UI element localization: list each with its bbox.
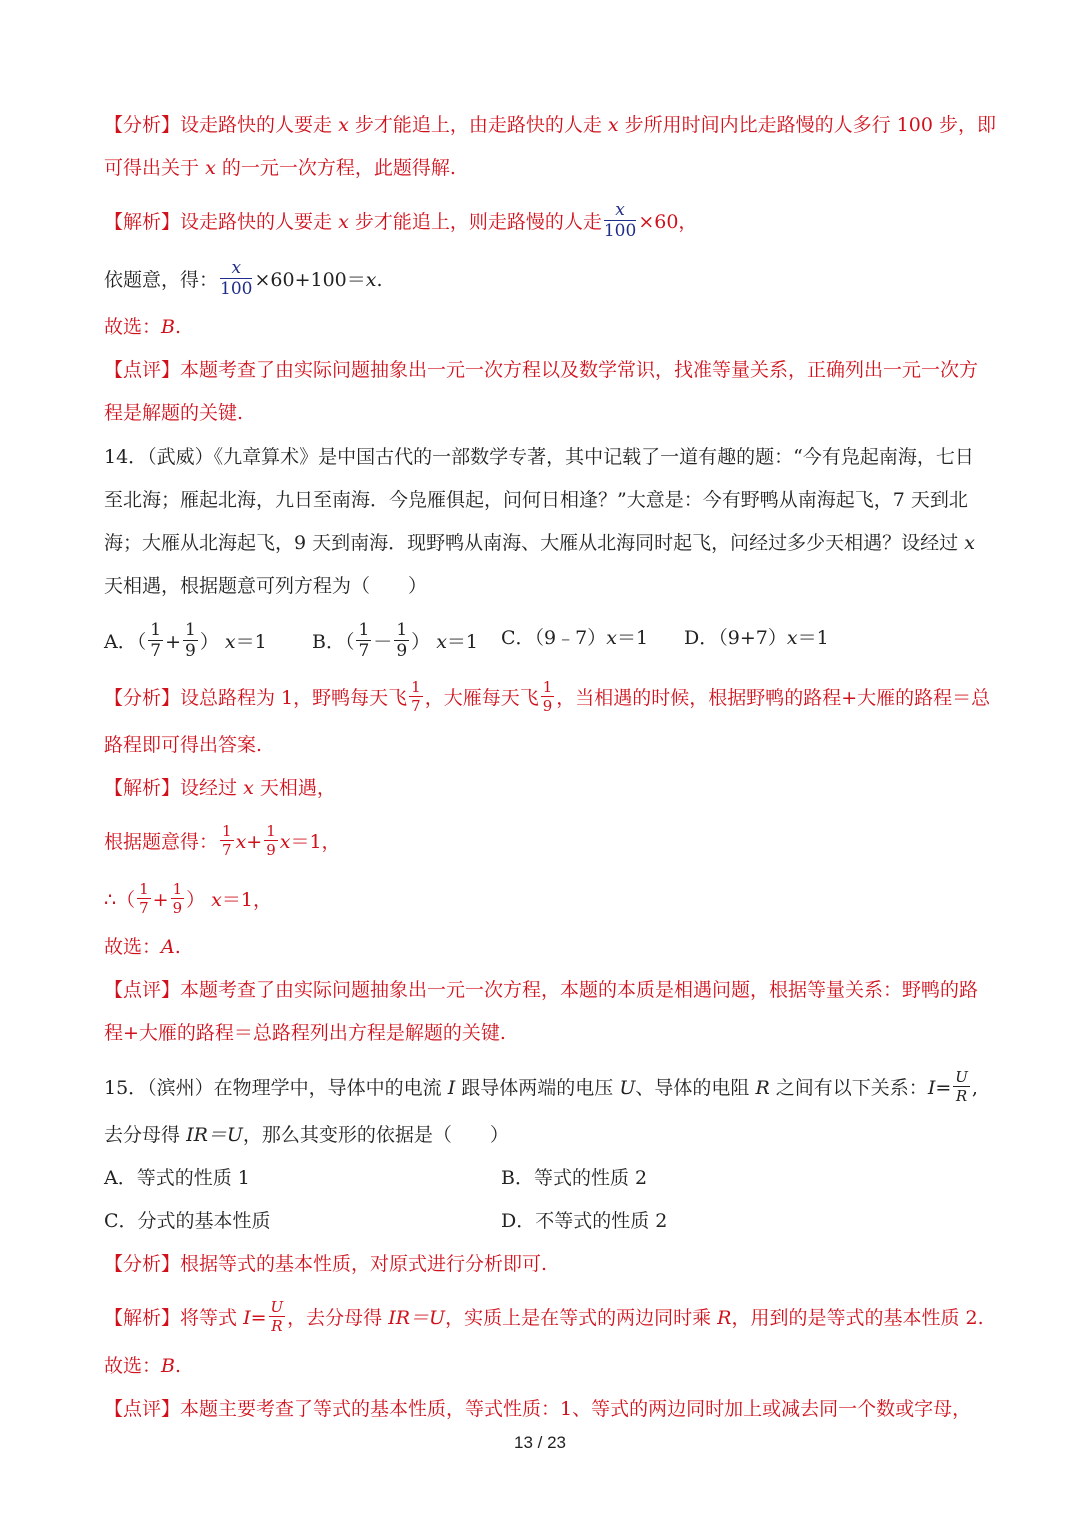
q15-solution: 【解析】将等式 I= $\frac{U}{R}$ ，去分母得 IR＝U，实质上是在等式的两边同时乘 R，用到的是等式的基本性质 2. <box>104 1298 984 1335</box>
q15-option-c: C．分式的基本性质 <box>104 1210 271 1232</box>
q14-analysis-line2: 路程即可得出答案. <box>104 734 263 756</box>
q15-option-d: D．不等式的性质 2 <box>501 1210 668 1232</box>
q14-answer: 故选：A. <box>104 936 181 958</box>
q14-option-b: B．（ $\frac{1}{7}$ － $\frac{1}{9}$ ） x＝1 <box>312 620 478 661</box>
fraction-1-over-9: $\frac{1}{9}$ <box>266 822 276 859</box>
q14-comment-line1: 【点评】本题考查了由实际问题抽象出一元一次方程，本题的本质是相遇问题，根据等量关系：野鸭的路 <box>104 979 979 1001</box>
q13-comment-line1: 【点评】本题考查了由实际问题抽象出一元一次方程以及数学常识，找准等量关系，正确列出一元一次方 <box>104 359 979 381</box>
fraction-1-over-9: $\frac{1}{9}$ <box>184 620 196 661</box>
q15-answer: 故选：B. <box>104 1355 182 1377</box>
q15-option-a: A．等式的性质 1 <box>104 1167 250 1189</box>
fraction-1-over-7: $\frac{1}{7}$ <box>139 880 149 917</box>
q14-option-d: D．（9+7）x＝1 <box>684 627 829 649</box>
q15-comment: 【点评】本题主要考查了等式的基本性质，等式性质：1、等式的两边同时加上或减去同一个数或字母， <box>104 1398 972 1420</box>
q14-solution-line1: 【解析】设经过 x 天相遇， <box>104 777 336 799</box>
q14-stem-line3: 海；大雁从北海起飞，9 天到南海．现野鸭从南海、大雁从北海同时起飞，问经过多少天相遇？设经过 x <box>104 532 975 554</box>
fraction-1-over-9: $\frac{1}{9}$ <box>396 620 408 661</box>
q14-stem-line2: 至北海；雁起北海，九日至南海．今凫雁俱起，问何日相逢？”大意是：今有野鸭从南海起飞，7 天到北 <box>104 489 968 511</box>
fraction-1-over-7: $\frac{1}{7}$ <box>358 620 370 661</box>
fraction-x-over-100: $\frac{x}{100}$ <box>603 200 637 241</box>
q13-comment-line2: 程是解题的关键. <box>104 402 244 424</box>
q15-stem-line2: 去分母得 IR＝U，那么其变形的依据是（ ） <box>104 1124 509 1146</box>
fraction-1-over-7: $\frac{1}{7}$ <box>222 822 232 859</box>
q14-therefore: ∴（ $\frac{1}{7}$ + $\frac{1}{9}$ ） x＝1， <box>104 880 272 917</box>
q15-stem-line1: 15．（滨州）在物理学中，导体中的电流 I 跟导体两端的电压 U、导体的电阻 R 之间有以下关系：I= $\frac{U}{R}$ , <box>104 1068 978 1105</box>
q14-analysis-line1: 【分析】设总路程为 1，野鸭每天飞 $\frac{1}{7}$ ，大雁每天飞 $\frac{1}{9}$ ，当相遇的时候，根据野鸭的路程+大雁的路程＝总 <box>104 678 991 715</box>
fraction-1-over-7: $\frac{1}{7}$ <box>411 678 421 715</box>
q14-option-a: A．（ $\frac{1}{7}$ + $\frac{1}{9}$ ） x＝1 <box>104 620 267 661</box>
q15-option-b: B．等式的性质 2 <box>501 1167 648 1189</box>
q13-analysis-line2: 可得出关于 x 的一元一次方程，此题得解. <box>104 157 456 179</box>
q14-stem-line4: 天相遇，根据题意可列方程为（ ） <box>104 575 428 597</box>
q13-analysis-line1: 【分析】设走路快的人要走 x 步才能追上，由走路快的人走 x 步所用时间内比走路慢的人多行 100 步，即 <box>104 114 997 136</box>
fraction-x-over-100: $\frac{x}{100}$ <box>220 258 253 299</box>
q14-equation: 根据题意得： $\frac{1}{7}$ x+ $\frac{1}{9}$ x＝1， <box>104 822 341 859</box>
fraction-1-over-9: $\frac{1}{9}$ <box>172 880 183 917</box>
q13-answer: 故选：B. <box>104 316 182 338</box>
fraction-u-over-r: $\frac{U}{R}$ <box>270 1298 284 1335</box>
q13-solution-line1: 【解析】设走路快的人要走 x 步才能追上，则走路慢的人走 $\frac{x}{100}$ ×60， <box>104 200 698 241</box>
q15-analysis: 【分析】根据等式的基本性质，对原式进行分析即可. <box>104 1253 548 1275</box>
fraction-1-over-7: $\frac{1}{7}$ <box>150 620 162 661</box>
fraction-u-over-r: $\frac{U}{R}$ <box>955 1068 968 1105</box>
q14-stem-line1: 14．（武威）《九章算术》是中国古代的一部数学专著，其中记载了一道有趣的题：“今有凫起南海，七日 <box>104 446 974 468</box>
fraction-1-over-9: $\frac{1}{9}$ <box>542 678 553 715</box>
q14-comment-line2: 程+大雁的路程＝总路程列出方程是解题的关键. <box>104 1022 506 1044</box>
page-number: 13 / 23 <box>514 1433 566 1452</box>
q13-equation: 依题意，得： $\frac{x}{100}$ ×60+100＝x. <box>104 258 383 299</box>
q14-option-c: C．（9﹣7）x＝1 <box>501 627 649 649</box>
